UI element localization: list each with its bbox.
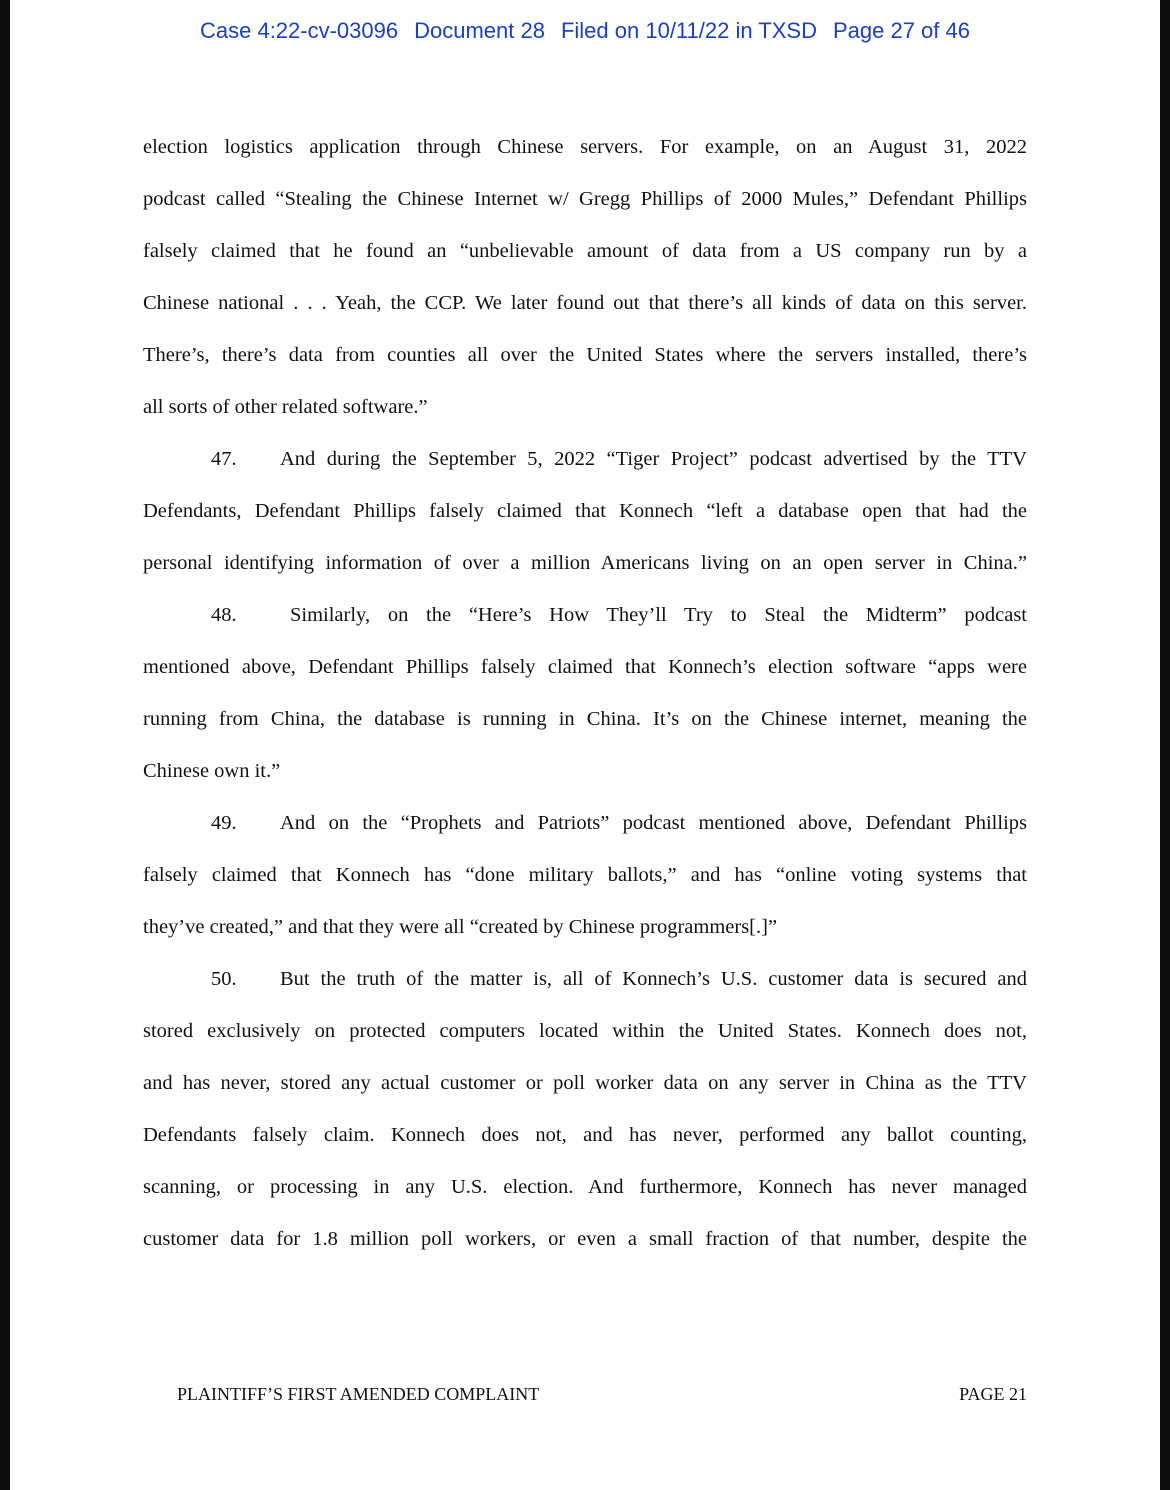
paragraph-number: 49.	[211, 812, 237, 834]
text-line: stored exclusively on protected computers located within the United States. Konnech does not,	[143, 1020, 1027, 1042]
paragraph-number: 47.	[211, 448, 237, 470]
paragraph-number: 50.	[211, 968, 237, 990]
right-frame-edge	[1160, 0, 1170, 1490]
document-number: Document 28	[414, 18, 545, 43]
text-line: Chinese national . . . Yeah, the CCP. We later found out that there’s all kinds of data on this server.	[143, 292, 1027, 314]
line-text: And during the September 5, 2022 “Tiger Project” podcast advertised by the TTV	[280, 448, 1027, 470]
text-line: mentioned above, Defendant Phillips falsely claimed that Konnech’s election software “apps were	[143, 656, 1027, 678]
page-of-total: Page 27 of 46	[832, 18, 970, 43]
text-line: There’s, there’s data from counties all over the United States where the servers installed, there’s	[143, 344, 1027, 366]
text-line: falsely claimed that Konnech has “done military ballots,” and has “online voting systems that	[143, 864, 1027, 886]
text-line: falsely claimed that he found an “unbelievable amount of data from a US company run by a	[143, 240, 1027, 262]
text-line: Chinese own it.”	[143, 760, 281, 782]
footer-page-number: PAGE 21	[959, 1384, 1027, 1404]
text-line: they’ve created,” and that they were all “created by Chinese programmers[.]”	[143, 916, 778, 938]
text-line: election logistics application through Chinese servers. For example, on an August 31, 2022	[143, 136, 1027, 158]
left-frame-edge	[0, 0, 10, 1490]
text-line: scanning, or processing in any U.S. election. And furthermore, Konnech has never managed	[143, 1176, 1027, 1198]
text-line: personal identifying information of over a million Americans living on an open server in China.”	[143, 552, 1027, 574]
text-line	[143, 589, 1027, 641]
court-filing-header	[10, 18, 1160, 44]
paragraph-continued	[143, 121, 1027, 433]
paragraph-49	[143, 797, 1027, 953]
paragraph-number: 48.	[211, 604, 237, 626]
line-text: Similarly, on the “Here’s How They’ll Try to Steal the Midterm” podcast	[290, 604, 1027, 626]
paragraph-50	[143, 953, 1027, 1265]
text-line: Defendants falsely claim. Konnech does not, and has never, performed any ballot counting,	[143, 1124, 1027, 1146]
text-line: running from China, the database is running in China. It’s on the Chinese internet, meaning the	[143, 708, 1027, 730]
paragraph-47	[143, 433, 1027, 589]
text-line	[143, 797, 1027, 849]
case-number: Case 4:22-cv-03096	[199, 18, 399, 43]
paragraph-48	[143, 589, 1027, 797]
text-line: customer data for 1.8 million poll workers, or even a small fraction of that number, despite the	[143, 1228, 1027, 1250]
text-line: all sorts of other related software.”	[143, 396, 428, 418]
document-page	[10, 0, 1160, 1490]
text-line: Defendants, Defendant Phillips falsely claimed that Konnech “left a database open that had the	[143, 500, 1027, 522]
text-line: podcast called “Stealing the Chinese Internet w/ Gregg Phillips of 2000 Mules,” Defendant Phillips	[143, 188, 1027, 210]
line-text: But the truth of the matter is, all of Konnech’s U.S. customer data is secured and	[280, 968, 1027, 990]
filed-date: Filed on 10/11/22 in TXSD	[560, 18, 817, 43]
text-line: and has never, stored any actual customer or poll worker data on any server in China as the TTV	[143, 1072, 1027, 1094]
document-body	[143, 121, 1027, 1265]
line-text: And on the “Prophets and Patriots” podcast mentioned above, Defendant Phillips	[280, 812, 1027, 834]
text-line	[143, 953, 1027, 1005]
footer-document-title: PLAINTIFF’S FIRST AMENDED COMPLAINT	[177, 1384, 540, 1404]
text-line	[143, 433, 1027, 485]
